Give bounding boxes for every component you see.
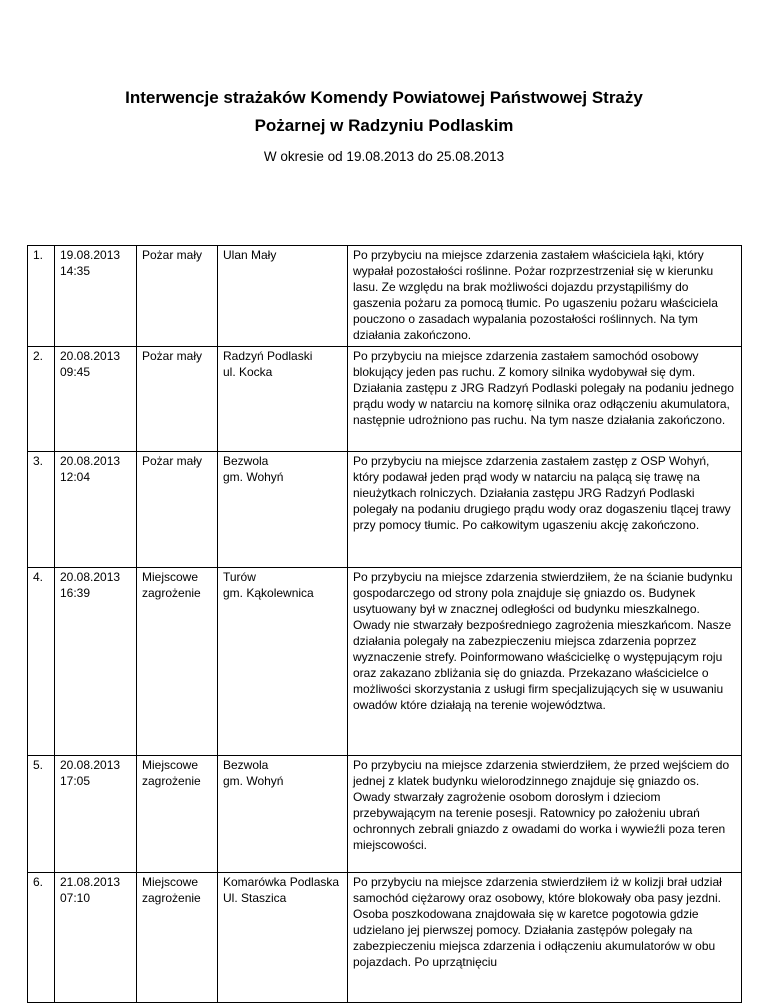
place: Bezwola bbox=[223, 453, 269, 468]
document-title bbox=[60, 84, 708, 140]
description: Po przybyciu na miejsce zdarzenia stwierdziłem, że na ścianie budynku gospodarczego od strony pola znajduje się gniazdo os. Budynek usytuowany był w znacznej odległości od budynku mieszkalnego. Owady nie stwarzały bezpośredniego zagrożenia mieszkańcom. Nasze działania polegały na zabezpieczeniu miejsca zdarzenia poprzez wyznaczenie strefy. Poinformowano właścicielkę o występującym roju oraz zakazano zbliżania się do gniazda. Przekazano właścicielce o możliwości skorzystania z usługi firm specjalizujących się w usuwaniu owadów które działają na terenie województwa. bbox=[353, 569, 733, 713]
time: 09:45 bbox=[60, 364, 91, 379]
event-type: Miejscowe bbox=[142, 569, 199, 584]
date: 20.08.2013 bbox=[60, 453, 121, 468]
date-time-cell bbox=[55, 451, 137, 567]
event-type: Miejscowe bbox=[142, 757, 199, 772]
date: 20.08.2013 bbox=[60, 348, 121, 363]
date: 20.08.2013 bbox=[60, 757, 121, 772]
event-type: Pożar mały bbox=[142, 453, 203, 468]
event-type-cell bbox=[137, 246, 218, 347]
place: gm. Wohyń bbox=[223, 773, 284, 788]
event-type: Miejscowe bbox=[142, 874, 199, 889]
event-type-cell bbox=[137, 755, 218, 872]
description-cell bbox=[348, 872, 742, 1002]
date: 20.08.2013 bbox=[60, 569, 121, 584]
event-type: Pożar mały bbox=[142, 248, 203, 262]
document-title-line1: Interwencje strażaków Komendy Powiatowej Państwowej Straży bbox=[125, 88, 643, 107]
date-time-cell bbox=[55, 755, 137, 872]
row-number: 1. bbox=[33, 248, 44, 262]
place: Radzyń Podlaski bbox=[223, 348, 313, 363]
time: 16:39 bbox=[60, 585, 91, 600]
place-cell bbox=[218, 346, 348, 451]
row-number-cell bbox=[28, 755, 55, 872]
event-type-cell bbox=[137, 567, 218, 755]
description: Po przybyciu na miejsce zdarzenia stwierdziłem iż w kolizji brał udział samochód ciężarowy oraz osobowy, które blokowały oba pasy jezdni. Osoba poszkodowana znajdowała się w karetce pogotowia gdzie udzielano jej pierwszej pomocy. Działania zastępów polegały na zabezpieczeniu miejsca zdarzenia i odłączeniu akumulatorów w obu pojazdach. Po uprzątnięciu bbox=[353, 874, 722, 970]
table-row bbox=[28, 755, 742, 872]
time: 14:35 bbox=[60, 264, 91, 279]
place-cell bbox=[218, 451, 348, 567]
place-cell bbox=[218, 567, 348, 755]
table-row bbox=[28, 246, 742, 347]
description: Po przybyciu na miejsce zdarzenia zastałem zastęp z OSP Wohyń, który podawał jeden prąd wody w natarciu na palącą się trawę na nieużytkach rolniczych. Działania zastępu JRG Radzyń Podlaski polegały na podaniu drugiego prądu wody oraz dogaszeniu tlącej trawy przy pomocy tłumic. Po całkowitym ugaszeniu akcję zakończono. bbox=[353, 453, 731, 532]
description-cell bbox=[348, 346, 742, 451]
description: Po przybyciu na miejsce zdarzenia stwierdziłem, że przed wejściem do jednej z klatek budynku wielorodzinnego znajduje się gniazdo os. Owady stwarzały zagrożenie osobom dorosłym i dzieciom przebywającym na terenie posesji. Ratownicy po założeniu ubrań ochronnych zebrali gniazdo z owadami do worka i wywieźli poza teren miejscowości. bbox=[353, 757, 730, 853]
place-cell bbox=[218, 872, 348, 1002]
description-cell bbox=[348, 755, 742, 872]
interventions-table bbox=[27, 245, 742, 1003]
time: 12:04 bbox=[60, 469, 91, 484]
row-number: 2. bbox=[33, 348, 44, 363]
place: gm. Kąkolewnica bbox=[223, 585, 314, 600]
date: 21.08.2013 bbox=[60, 874, 121, 889]
event-type: zagrożenie bbox=[142, 585, 201, 600]
event-type: zagrożenie bbox=[142, 773, 201, 788]
description: Po przybyciu na miejsce zdarzenia zastałem samochód osobowy blokujący jeden pas ruchu. Z komory silnika wydobywał się dym. Działania zastępu z JRG Radzyń Podlaski polegały na podaniu jednego prądu wody w natarciu na komorę silnika oraz odłączeniu akumulatora, następnie udrożniono pas ruchu. Na tym nasze działania zakończono. bbox=[353, 348, 734, 427]
date-time-cell bbox=[55, 246, 137, 347]
time: 17:05 bbox=[60, 773, 91, 788]
place: Ul. Staszica bbox=[223, 890, 287, 905]
interventions-table-body bbox=[28, 246, 742, 1003]
row-number: 5. bbox=[33, 757, 44, 772]
row-number: 6. bbox=[33, 874, 44, 889]
place: Turów bbox=[223, 569, 256, 584]
place-cell bbox=[218, 246, 348, 347]
place: Ulan Mały bbox=[223, 248, 277, 262]
table-row bbox=[28, 346, 742, 451]
row-number-cell bbox=[28, 246, 55, 347]
row-number-cell bbox=[28, 346, 55, 451]
event-type: Pożar mały bbox=[142, 348, 203, 363]
row-number-cell bbox=[28, 451, 55, 567]
time: 07:10 bbox=[60, 890, 91, 905]
table-row bbox=[28, 872, 742, 1002]
place: Bezwola bbox=[223, 757, 269, 772]
description-cell bbox=[348, 451, 742, 567]
place-cell bbox=[218, 755, 348, 872]
document-period: W okresie od 19.08.2013 do 25.08.2013 bbox=[263, 149, 505, 164]
description-cell bbox=[348, 246, 742, 347]
event-type-cell bbox=[137, 346, 218, 451]
date: 19.08.2013 bbox=[60, 248, 121, 262]
place: Komarówka Podlaska bbox=[223, 874, 340, 889]
date-time-cell bbox=[55, 872, 137, 1002]
row-number: 4. bbox=[33, 569, 44, 584]
place: gm. Wohyń bbox=[223, 469, 284, 484]
table-row bbox=[28, 567, 742, 755]
table-row bbox=[28, 451, 742, 567]
row-number-cell bbox=[28, 567, 55, 755]
event-type-cell bbox=[137, 451, 218, 567]
description-cell bbox=[348, 567, 742, 755]
date-time-cell bbox=[55, 567, 137, 755]
event-type-cell bbox=[137, 872, 218, 1002]
row-number: 3. bbox=[33, 453, 44, 468]
place: ul. Kocka bbox=[223, 364, 273, 379]
date-time-cell bbox=[55, 346, 137, 451]
row-number-cell bbox=[28, 872, 55, 1002]
event-type: zagrożenie bbox=[142, 890, 201, 905]
document-title-line2: Pożarnej w Radzyniu Podlaskim bbox=[254, 116, 514, 135]
description: Po przybyciu na miejsce zdarzenia zastałem właściciela łąki, który wypałał pozostałości roślinne. Pożar rozprzestrzeniał się w kierunku lasu. Ze względu na brak możliwości dojazdu przystąpiliśmy do gaszenia pożaru za pomocą tłumic. Po ugaszeniu pożaru właściciela pouczono o zasadach wypalania pozostałości roślinnych. Na tym działania zakończono. bbox=[353, 248, 718, 343]
